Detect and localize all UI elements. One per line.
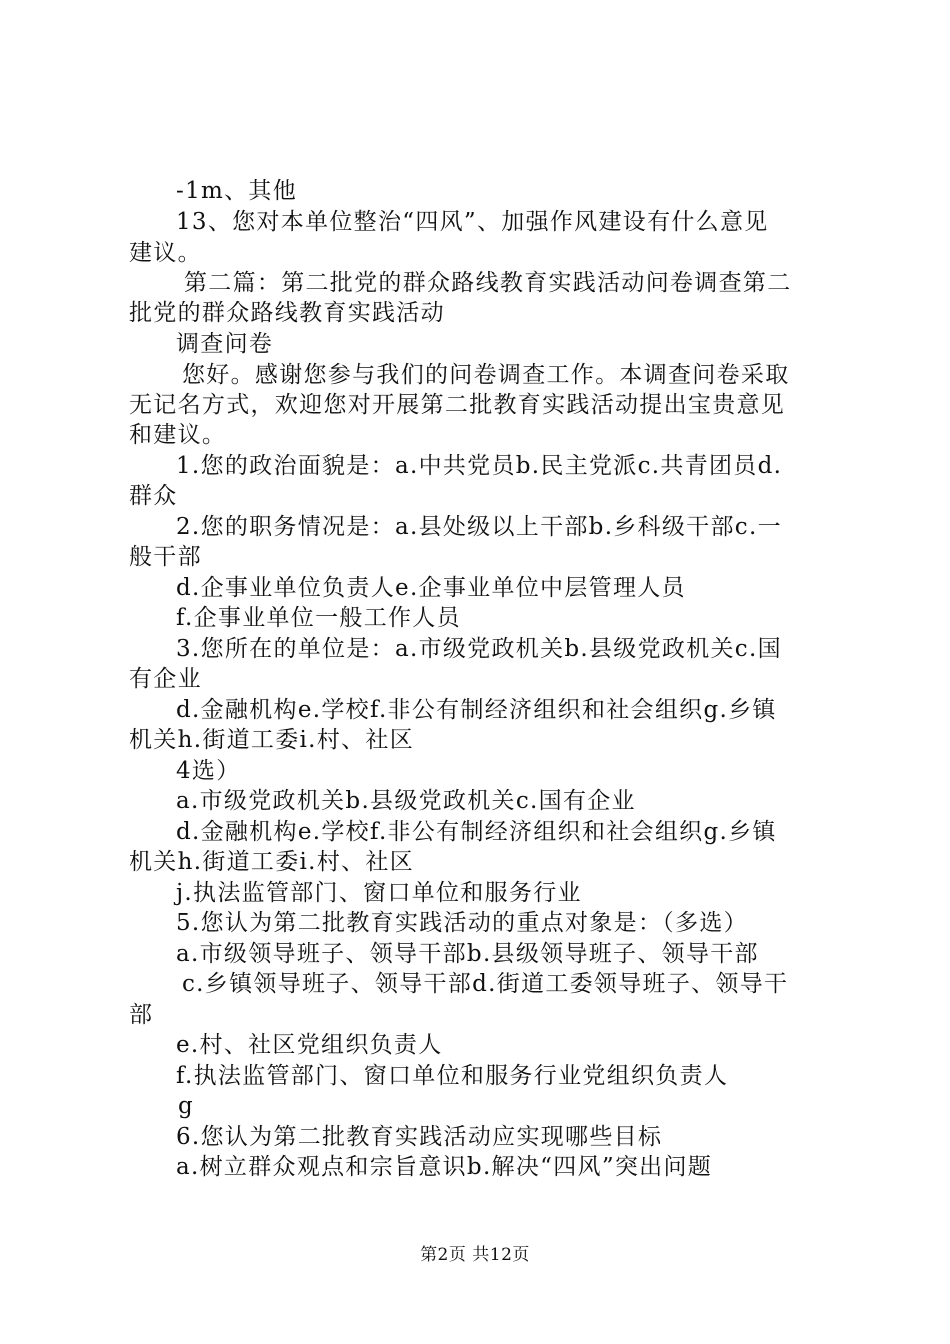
text-line: 4选） — [176, 758, 241, 784]
question-line: 般干部 — [129, 544, 202, 570]
question-line: 有企业 — [129, 666, 202, 692]
section-heading: 批党的群众路线教育实践活动 — [129, 300, 445, 326]
option-line: j.执法监管部门、窗口单位和服务行业 — [176, 880, 582, 906]
text-line: 调查问卷 — [176, 331, 274, 357]
text-line: 和建议。 — [129, 422, 227, 448]
option-line: f.执法监管部门、窗口单位和服务行业党组织负责人 — [176, 1063, 729, 1089]
text-line: 13、您对本单位整治“四风”、加强作风建设有什么意见 — [176, 209, 769, 235]
option-line: c.乡镇领导班子、领导干部d.街道工委领导班子、领导干 — [182, 971, 789, 997]
option-line: 机关h.街道工委i.村、社区 — [129, 849, 414, 875]
question-line: 2.您的职务情况是：a.县处级以上干部b.乡科级干部c.一 — [176, 514, 782, 540]
question-line: 3.您所在的单位是：a.市级党政机关b.县级党政机关c.国 — [176, 636, 782, 662]
option-line: d.金融机构e.学校f.非公有制经济组织和社会组织g.乡镇 — [176, 697, 777, 723]
text-line: 建议。 — [129, 240, 202, 266]
question-line: 6.您认为第二批教育实践活动应实现哪些目标 — [176, 1124, 663, 1150]
option-line: a.市级党政机关b.县级党政机关c.国有企业 — [176, 788, 636, 814]
text-line: 您好。感谢您参与我们的问卷调查工作。本调查问卷采取 — [182, 362, 790, 388]
option-line: a.树立群众观点和宗旨意识b.解决“四风”突出问题 — [176, 1154, 713, 1180]
option-line: 机关h.街道工委i.村、社区 — [129, 727, 414, 753]
option-line: g — [178, 1093, 195, 1119]
option-line: e.村、社区党组织负责人 — [176, 1032, 443, 1058]
option-line: d.企事业单位负责人e.企事业单位中层管理人员 — [176, 575, 686, 601]
question-line: 5.您认为第二批教育实践活动的重点对象是：（多选） — [176, 910, 748, 936]
option-line: d.金融机构e.学校f.非公有制经济组织和社会组织g.乡镇 — [176, 819, 777, 845]
option-line: f.企事业单位一般工作人员 — [176, 605, 461, 631]
option-line: 部 — [129, 1002, 154, 1028]
text-line: -1m、其他 — [176, 178, 298, 204]
text-line: 无记名方式，欢迎您对开展第二批教育实践活动提出宝贵意见 — [129, 392, 786, 418]
page-number-footer: 第2页 共12页 — [420, 1245, 530, 1265]
section-heading: 第二篇：第二批党的群众路线教育实践活动问卷调查第二 — [184, 270, 792, 296]
option-line: a.市级领导班子、领导干部b.县级领导班子、领导干部 — [176, 941, 759, 967]
question-line: 群众 — [129, 483, 178, 509]
question-line: 1.您的政治面貌是：a.中共党员b.民主党派c.共青团员d. — [176, 453, 783, 479]
